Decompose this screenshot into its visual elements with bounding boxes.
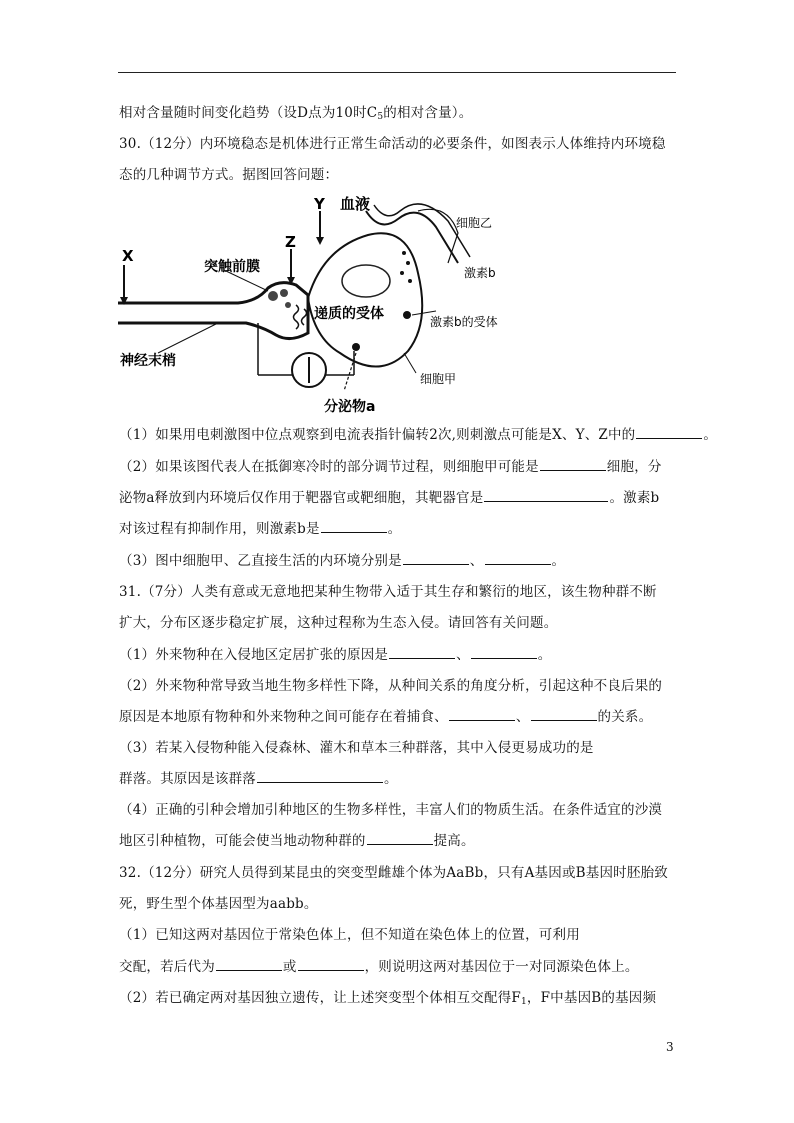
answer-blank[interactable] — [321, 520, 387, 533]
label-z: Z — [285, 233, 296, 251]
question-30-3: （3）图中细胞甲、乙直接生活的内环境分别是 、 。 — [119, 553, 566, 569]
question-31-3-cont: 群落。其原因是该群落 。 — [119, 771, 398, 787]
question-31-3: （3）若某入侵物种能入侵森林、灌木和草本三种群落，其中入侵更易成功的是 — [119, 740, 594, 756]
label-secretion-a: 分泌物a — [324, 399, 376, 415]
answer-blank[interactable] — [403, 552, 469, 565]
question-31-4-cont: 地区引种植物，可能会使当地动物种群的 提高。 — [119, 833, 475, 849]
question-31-4: （4）正确的引种会增加引种地区的生物多样性，丰富人们的物质生活。在条件适宜的沙漠 — [119, 802, 663, 818]
synaptic-cleft — [302, 309, 307, 325]
question-30-2: （2）如果该图代表人在抵御寒冷时的部分调节过程，则细胞甲可能是 细胞，分 — [119, 459, 662, 475]
answer-blank[interactable] — [471, 646, 537, 659]
blood-vessel-shape — [374, 204, 470, 257]
label-cell-yi: 细胞乙 — [456, 216, 493, 230]
hormone-dot — [406, 261, 410, 265]
answer-blank[interactable] — [540, 458, 606, 471]
leader-line — [158, 323, 218, 353]
question-30-stem-cont: 态的几种调节方式。据图回答问题： — [119, 167, 339, 183]
question-32-stem: 32.（12分）研究人员得到某昆虫的突变型雌雄个体为AaBb，只有A基因或B基因时胚胎致 — [119, 865, 668, 881]
text-line: 相对含量随时间变化趋势（设D点为10时$C_5$的相对含量）。 — [119, 105, 473, 122]
hormone-dot — [408, 279, 412, 283]
answer-blank[interactable] — [531, 708, 597, 721]
question-32-stem-cont: 死，野生型个体基因型为aabb。 — [119, 896, 318, 912]
label-x: X — [122, 247, 134, 265]
label-cell-jia: 细胞甲 — [420, 372, 457, 386]
question-32-1-cont: 交配，若后代为 或 ，则说明这两对基因位于一对同源染色体上。 — [119, 959, 639, 975]
question-31-stem-cont: 扩大，分布区逐步稳定扩展，这种过程称为生态入侵。请回答有关问题。 — [119, 615, 558, 631]
nucleus-shape — [342, 265, 390, 297]
question-30-1: （1）如果用电刺激图中位点观察到电流表指针偏转2次,则刺激点可能是X、Y、Z中的 。 — [119, 427, 718, 443]
leader-line — [404, 353, 416, 373]
answer-blank[interactable] — [257, 770, 383, 783]
question-30-2-cont: 对该过程有抑制作用，则激素b是 。 — [119, 521, 402, 537]
answer-blank[interactable] — [389, 646, 455, 659]
question-31-1: （1）外来物种在入侵地区定居扩张的原因是 、 。 — [119, 647, 552, 663]
arrow-head-icon — [316, 237, 324, 245]
label-hormone-b: 激素b — [464, 266, 496, 280]
nerve-ending-shape — [118, 283, 308, 339]
receptor-dot — [403, 311, 411, 319]
answer-blank[interactable] — [484, 489, 608, 502]
label-presynaptic: 突触前膜 — [204, 259, 260, 275]
question-31-2-cont: 原因是本地原有物种和外来物种之间可能存在着捕食、 、 的关系。 — [119, 709, 653, 725]
vesicle-icon — [280, 289, 288, 297]
answer-blank[interactable] — [485, 552, 551, 565]
label-transmitter-receptor: 递质的受体 — [314, 306, 384, 322]
answer-blank[interactable] — [367, 832, 433, 845]
vesicle-icon — [285, 302, 291, 308]
hormone-dot — [402, 251, 406, 255]
label-blood: 血液 — [340, 195, 371, 213]
header-rule — [118, 72, 676, 73]
question-30-stem: 30.（12分）内环境稳态是机体进行正常生命活动的必要条件，如图表示人体维持内环境稳 — [119, 136, 666, 152]
question-31-stem: 31.（7分）人类有意或无意地把某种生物带入适于其生存和繁衍的地区，该生物种群不断 — [119, 584, 657, 600]
question-31-2: （2）外来物种常导致当地生物多样性下降，从种间关系的角度分析，引起这种不良后果的 — [119, 678, 663, 694]
regulation-diagram — [118, 193, 522, 417]
vesicle-icon — [268, 291, 278, 301]
page-number: 3 — [666, 1040, 674, 1054]
label-hormone-b-receptor: 激素b的受体 — [430, 315, 498, 329]
question-32-1: （1）已知这两对基因位于常染色体上，但不知道在染色体上的位置，可利用 — [119, 927, 580, 943]
question-32-2: （2）若已确定两对基因独立遗传，让上述突变型个体相互交配得$F_1$，F中基因B的基因频 — [119, 990, 657, 1007]
hormone-dot — [400, 271, 404, 275]
receptor-dot — [352, 343, 360, 351]
answer-blank[interactable] — [298, 958, 364, 971]
synaptic-cleft — [294, 305, 299, 329]
label-y: Y — [314, 195, 325, 213]
answer-blank[interactable] — [636, 426, 702, 439]
label-nerve-ending: 神经末梢 — [120, 353, 176, 369]
answer-blank[interactable] — [449, 708, 515, 721]
question-30-2-cont: 泌物a释放到内环境后仅作用于靶器官或靶细胞，其靶器官是 。激素b — [119, 490, 660, 506]
answer-blank[interactable] — [216, 958, 282, 971]
